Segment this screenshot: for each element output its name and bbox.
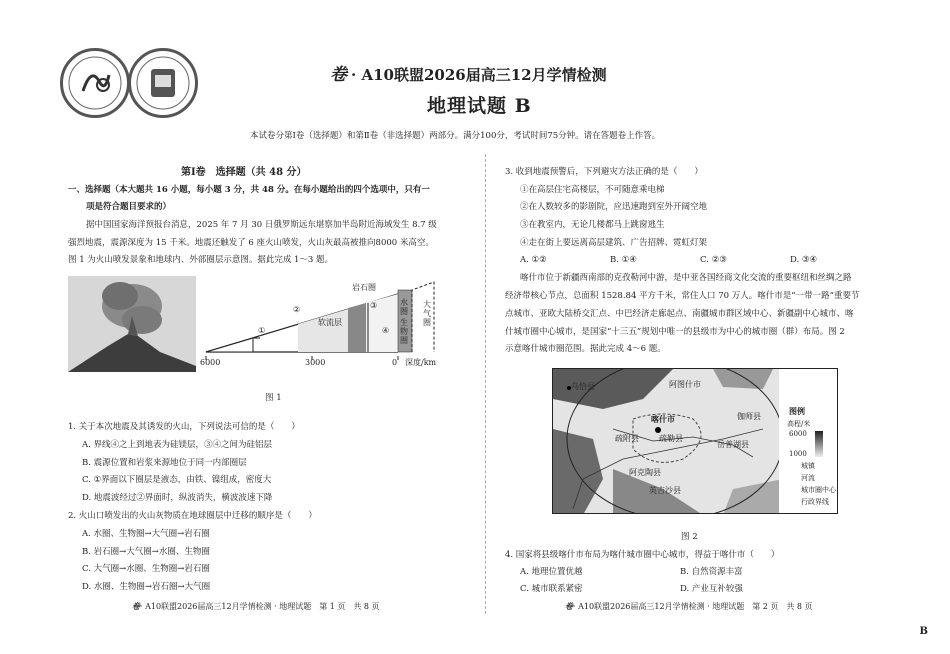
legend-boundary: 行政界线 [801,498,829,506]
question-1-option-c: C. ①界面以下圈层是液态，由铁、镍组成，密度大 [82,475,272,485]
question-3-stem: 3. 收到地震预警后，下列避灾方法正确的是（ ） [505,167,703,177]
intro-line: 图 1 为火山喷发景象和地球内、外部圈层示意图。据此完成 1～3 题。 [68,255,334,265]
right-footer: 卷· A10联盟2026届高三12月学情检测 · 地理试题 第 2 页 共 8 页 [565,601,813,611]
legend-town: 城镇 [801,462,815,470]
exam-title: 卷 · A10联盟2026届高三12月学情检测 [330,65,607,85]
layer-label-lithosphere: 岩石圈 [352,283,376,292]
question-2-stem: 2. 火山口喷发出的火山灰物质在地球圈层中迁移的顺序是（ ） [68,511,317,521]
wanzhi-logo [128,48,198,118]
passage-line: 点城市、亚欧大陆桥交汇点、中巴经济走廊起点、南疆城市群区域中心、新疆副中心城市、喀 [505,309,854,319]
subject-title: 地理试题 B [427,95,532,117]
map-label-yuepuhu: 岳普湖县 [717,440,749,449]
footer-brand-mark: 卷 [132,601,140,611]
axis-tick: 6000 [200,358,221,367]
map-label-shule: 疏勒县 [659,434,683,443]
marker-3: ③ [370,301,378,310]
legend-city-circle: 城市圈中心 [801,486,836,494]
question-1-option-d: D. 地震波经过②界面时，纵波消失，横波波速下降 [82,493,273,503]
legend-elev-high: 6000 [789,430,807,438]
legend-elevation-bar [815,431,823,457]
question-3-item: ③在教室内，无论几楼都马上跳窗逃生 [520,220,665,230]
axis-tick: 0 [392,358,398,367]
passage-line: 经济带核心节点，总面积 1528.84 平方千米，常住人口 70 万人。喀什市是“一带一路”重要节 [505,291,860,301]
marker-1: ① [258,326,266,335]
passage-line: 示意喀什城市圈范围。据此完成 4～6 题。 [505,344,666,354]
question-1-stem: 1. 关于本次地震及其诱发的火山，下列说法可信的是（ ） [68,422,300,432]
legend-river: 河流 [801,474,815,482]
town-marker-icon [567,386,571,390]
city-center-marker-icon [655,427,661,433]
question-4-option-c: C. 城市联系紧密 [520,584,583,594]
question-3-option-b: B. ①④ [610,255,637,265]
passage-line: 喀什市位于新疆西南部的克孜勒河中游，是中亚各国经商文化交流的重要枢纽和丝绸之路 [520,273,852,283]
axis-tick: 3000 [305,358,326,367]
volcano-photo [68,276,196,372]
layer-label-atmosphere: 大气圈 [423,300,431,327]
kashgar-map [552,368,838,514]
alliance-logo-icon [65,53,125,113]
instruction-line-1: 一、选择题（本大题共 16 小题，每小题 3 分，共 48 分。在每小题给出的四个选项中，只有一 [68,185,430,195]
passage-line: 什城市圈中心城市，是国家“十三五”规划中唯一的县级市为中心的城市圈（群）布局。图 2 [505,327,845,337]
question-3-item: ④走在街上要远离高层建筑、广告招牌、霓虹灯架 [520,238,708,248]
footer-brand-mark: 卷 [565,601,573,611]
question-2-option-a: A. 水圈、生物圈→大气圈→岩石圈 [82,529,210,539]
figure-1-caption: 图 1 [265,393,282,403]
question-1-option-a: A. 界线④之上到地表为硅镁层，③④之间为硅铝层 [82,440,273,450]
question-2-option-b: B. 岩石圈→大气圈→水圈、生物圈 [82,547,210,557]
marker-2: ② [293,305,301,314]
question-3-option-c: C. ②③ [700,255,727,265]
question-4-stem: 4. 国家将县级喀什市布局为喀什城市圈中心城市，得益于喀什市（ ） [505,550,780,560]
map-label-shufu: 疏附县 [615,434,639,443]
question-3-option-a: A. ①② [520,255,547,265]
question-3-option-d: D. ③④ [790,255,818,265]
layer-label-hydrosphere: 水圈 [400,298,408,316]
section-title: 第Ⅰ卷 选择题（共 48 分） [181,167,307,178]
question-2-option-c: C. 大气圈→水圈、生物圈→岩石圈 [82,564,210,574]
question-4-option-d: D. 产业互补较强 [680,584,743,594]
question-4-option-a: A. 地理位置优越 [520,567,583,577]
map-label-aketao: 阿克陶县 [629,468,661,477]
left-footer: 卷· A10联盟2026届高三12月学情检测 · 地理试题 第 1 页 共 8 页 [132,601,380,611]
map-label-yingjisha: 英吉沙县 [649,486,681,495]
question-3-item: ②在人数较多的影剧院，应迅速跑到室外开阔空地 [520,202,708,212]
axis-label: 深度/km [405,358,437,367]
question-3-item: ①在高层住宅高楼层，不可随意乘电梯 [520,185,665,195]
intro-line: 强烈地震，震源深度为 15 千米。地震还触发了 6 座火山喷发，火山灰最高被推向8000 米高空。 [68,238,434,248]
map-label-atushi: 阿图什市 [669,380,701,389]
question-2-option-d: D. 水圈、生物圈→岩石圈→大气圈 [82,582,211,592]
column-divider [485,154,486,614]
map-label-wuqia: 乌恰县 [571,382,595,391]
exam-instructions: 本试卷分第Ⅰ卷（选择题）和第Ⅱ卷（非选择题）两部分。满分100分，考试时间75分钟。请在答题卷上作答。 [250,131,661,141]
map-label-jiashi: 伽师县 [737,412,761,421]
page-marker: B [919,626,928,637]
figure-2-caption: 图 2 [681,532,698,542]
layer-label-asthenosphere: 软流层 [318,318,342,327]
wanzhi-logo-icon [133,53,193,113]
brand-logo-mark: 卷 [330,65,347,85]
intro-line: 据中国国家海洋预报台消息，2025 年 7 月 30 日俄罗斯远东堪察加半岛附近海域发生 8.7 级 [86,220,437,230]
question-1-option-b: B. 震源位置和岩浆来源地位于同一内部圈层 [82,458,247,468]
legend-title: 图例 [789,406,805,416]
legend-elevation-label: 高程/米 [787,420,811,428]
legend-elev-low: 1000 [789,450,807,458]
instruction-line-2: 项是符合题目要求的） [86,202,172,212]
layer-label-biosphere: 生物圈 [400,318,408,345]
map-label-kashi: 喀什市 [651,414,675,424]
marker-4: ④ [382,326,390,335]
question-4-option-b: B. 自然资源丰富 [680,567,743,577]
alliance-logo [60,48,130,118]
